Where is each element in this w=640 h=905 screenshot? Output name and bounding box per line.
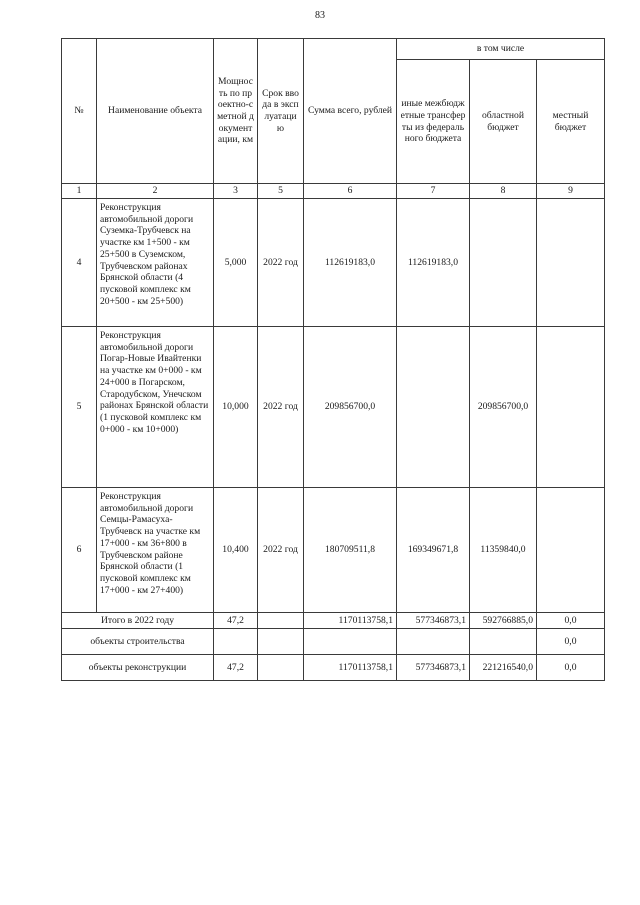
row-name: Реконструкция автомобильной дороги Семцы-Рамасуха-Трубчевск на участке км 17+000 - км 36+800 в Трубчевском районе Брянской области (1 пусковой комплекс км 17+000 - км 27+400) <box>97 488 214 613</box>
row-term: 2022 год <box>258 327 304 488</box>
totals-regional <box>470 629 537 655</box>
row-regional: 11359840,0 <box>470 488 537 613</box>
row-federal: 169349671,8 <box>397 488 470 613</box>
row-term: 2022 год <box>258 199 304 327</box>
page-number: 83 <box>315 10 325 21</box>
row-local <box>537 327 605 488</box>
row-name: Реконструкция автомобильной дороги Суземка-Трубчевск на участке км 1+500 - км 25+500 в Суземском, Трубчевском районах Брянской области (4 пусковой комплекс км 20+500 - км 25+500) <box>97 199 214 327</box>
row-total: 180709511,8 <box>304 488 397 613</box>
column-number: 2 <box>97 184 214 199</box>
totals-row <box>62 655 605 681</box>
header-number: № <box>62 39 97 184</box>
row-federal <box>397 327 470 488</box>
totals-federal: 577346873,1 <box>397 655 470 681</box>
totals-capacity: 47,2 <box>214 613 258 629</box>
header-regional: областной бюджет <box>470 60 537 184</box>
column-number: 7 <box>397 184 470 199</box>
totals-local: 0,0 <box>537 629 605 655</box>
header-capacity: Мощность по проектно-сметной документации, км <box>214 39 258 184</box>
row-term: 2022 год <box>258 488 304 613</box>
column-number: 1 <box>62 184 97 199</box>
header-total: Сумма всего, рублей <box>304 39 397 184</box>
row-number: 4 <box>62 199 97 327</box>
totals-capacity: 47,2 <box>214 655 258 681</box>
header-term: Срок ввода в эксплуатацию <box>258 39 304 184</box>
column-number: 8 <box>470 184 537 199</box>
totals-row <box>62 613 605 629</box>
row-number: 6 <box>62 488 97 613</box>
totals-label: объекты реконструкции <box>62 655 214 681</box>
table-row <box>62 199 605 327</box>
header-including: в том числе <box>397 39 605 60</box>
totals-total: 1170113758,1 <box>304 613 397 629</box>
totals-local: 0,0 <box>537 613 605 629</box>
column-number-row <box>62 184 605 199</box>
totals-total <box>304 629 397 655</box>
row-capacity: 10,000 <box>214 327 258 488</box>
row-regional <box>470 199 537 327</box>
column-number: 9 <box>537 184 605 199</box>
row-number: 5 <box>62 327 97 488</box>
totals-label: Итого в 2022 году <box>62 613 214 629</box>
totals-federal <box>397 629 470 655</box>
totals-local: 0,0 <box>537 655 605 681</box>
totals-term <box>258 613 304 629</box>
row-local <box>537 199 605 327</box>
totals-label: объекты строительства <box>62 629 214 655</box>
row-total: 209856700,0 <box>304 327 397 488</box>
column-number: 5 <box>258 184 304 199</box>
totals-federal: 577346873,1 <box>397 613 470 629</box>
row-regional: 209856700,0 <box>470 327 537 488</box>
header-federal: иные межбюджетные трансферты из федерального бюджета <box>397 60 470 184</box>
totals-term <box>258 629 304 655</box>
totals-row <box>62 629 605 655</box>
budget-table <box>61 38 605 681</box>
row-local <box>537 488 605 613</box>
totals-total: 1170113758,1 <box>304 655 397 681</box>
row-capacity: 10,400 <box>214 488 258 613</box>
table-row <box>62 327 605 488</box>
header-name: Наименование объекта <box>97 39 214 184</box>
totals-regional: 592766885,0 <box>470 613 537 629</box>
table-row <box>62 488 605 613</box>
row-capacity: 5,000 <box>214 199 258 327</box>
column-number: 3 <box>214 184 258 199</box>
totals-term <box>258 655 304 681</box>
header-local: местный бюджет <box>537 60 605 184</box>
column-number: 6 <box>304 184 397 199</box>
totals-capacity <box>214 629 258 655</box>
row-total: 112619183,0 <box>304 199 397 327</box>
totals-regional: 221216540,0 <box>470 655 537 681</box>
row-federal: 112619183,0 <box>397 199 470 327</box>
row-name: Реконструкция автомобильной дороги Погар-Новые Ивайтенки на участке км 0+000 - км 24+000 в Погарском, Стародубском, Унечском районах Брянской области (1 пусковой комплекс км 0+000 - км 10+000) <box>97 327 214 488</box>
